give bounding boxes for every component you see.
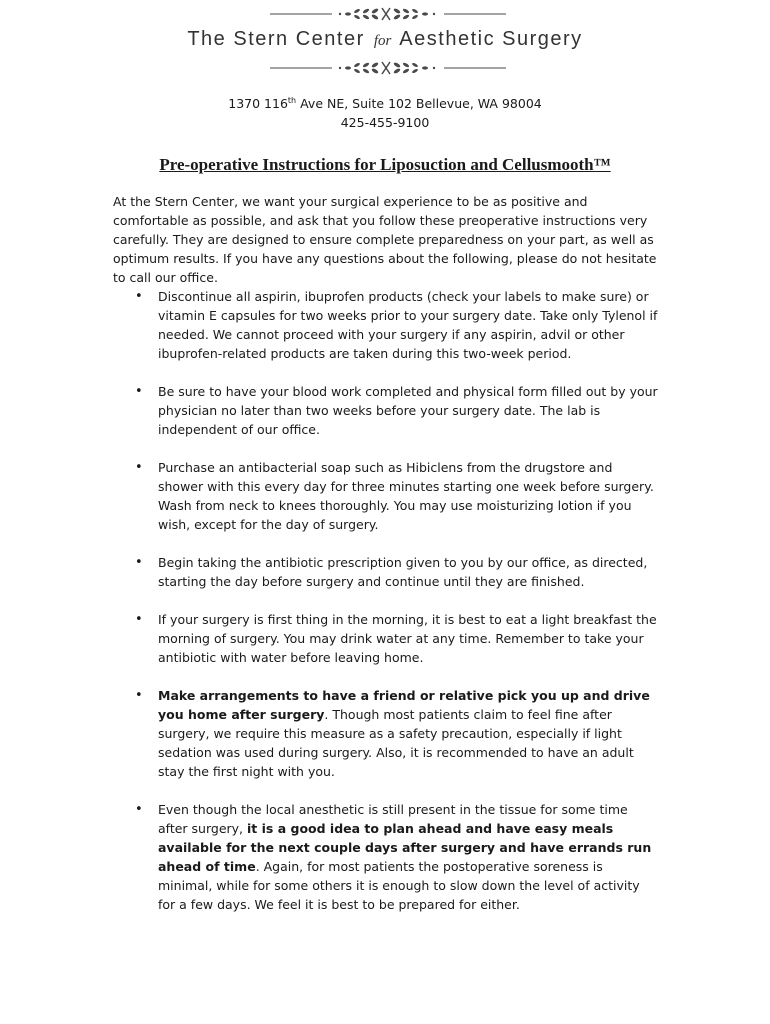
meals-text-b: . Again, for most patients the postoperative soreness is minimal, while for some others it is enough to slow down the level of activity for a few days. We feel it is best to be prepared for either.: [158, 859, 640, 912]
instruction-list: [158, 287, 658, 933]
logo-text-for: for: [373, 33, 392, 49]
logo-text-pre: The Stern Center: [187, 28, 365, 50]
list-item-soap: • Purchase an antibacterial soap such as Hibiclens from the drugstore and shower with this every day for three minutes starting one week before surgery. Wash from neck to knees thoroughly. You may use moisturizing lotion if you wish, except for the day of surgery.: [158, 458, 658, 534]
document-title: Pre-operative Instructions for Liposuction and Cellusmooth™: [159, 155, 611, 174]
list-item-ride-home: [158, 686, 658, 781]
phone-number: 425-455-9100: [340, 115, 430, 130]
meals-text-a: Even though the local anesthetic is still present in the tissue for some time after surgery,: [158, 802, 628, 836]
list-item-bloodwork: • Be sure to have your blood work completed and physical form filled out by your physician no later than two weeks before your surgery date. The lab is independent of our office.: [158, 382, 658, 439]
floral-ornament-bottom: [270, 60, 506, 76]
list-item-meals: [158, 800, 658, 914]
logo-text-post: Aesthetic Surgery: [399, 28, 583, 50]
street-rest: Ave NE, Suite 102 Bellevue, WA 98004: [296, 96, 542, 111]
street-number: 1370 116: [228, 96, 288, 111]
practice-logo: [0, 0, 770, 80]
list-item-breakfast: • If your surgery is first thing in the morning, it is best to eat a light breakfast the morning of surgery. You may drink water at any time. Remember to take your antibiotic with water before leaving home.: [158, 610, 658, 667]
logo-wordmark: [0, 28, 770, 51]
street-address: [0, 94, 770, 113]
ride-home-emphasis: Make arrangements to have a friend or relative pick you up and drive you home after surgery: [158, 688, 650, 722]
floral-ornament-top: [270, 6, 506, 22]
practice-address: [0, 94, 770, 132]
ride-home-text: . Though most patients claim to feel fine after surgery, we require this measure as a safety precaution, especially if light sedation was used during surgery. Also, it is recommended to have an adult stay the first night with you.: [158, 707, 634, 779]
street-ordinal: th: [287, 96, 297, 105]
list-item-aspirin: • Discontinue all aspirin, ibuprofen products (check your labels to make sure) or vitamin E capsules for two weeks prior to your surgery date. Take only Tylenol if needed. We cannot proceed with your surgery if any aspirin, advil or other ibuprofen-related products are taken during this two-week period.: [158, 287, 658, 363]
meals-emphasis: it is a good idea to plan ahead and have easy meals available for the next couple days after surgery and have errands run ahead of time: [158, 821, 652, 874]
list-item-antibiotic: • Begin taking the antibiotic prescription given to you by our office, as directed, starting the day before surgery and continue until they are finished.: [158, 553, 658, 591]
intro-paragraph: At the Stern Center, we want your surgical experience to be as positive and comfortable as possible, and ask that you follow these preoperative instructions very carefully. They are designed to ensure complete preparedness on your part, as well as optimum results. If you have any questions about the following, please do not hesitate to call our office.: [113, 194, 657, 285]
